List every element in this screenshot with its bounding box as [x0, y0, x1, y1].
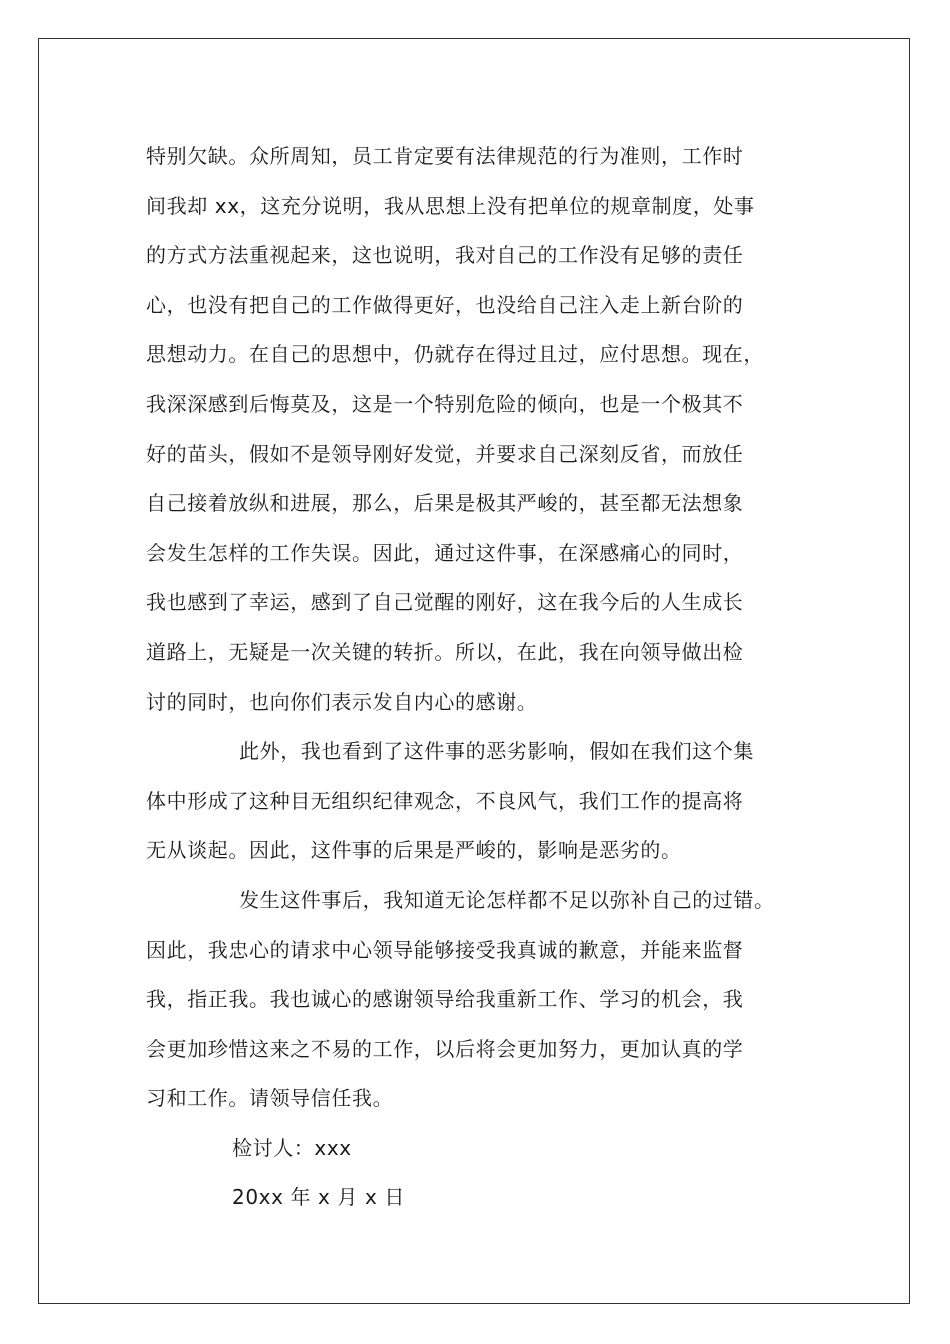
text-line: 无从谈起。因此，这件事的后果是严峻的，影响是恶劣的。 — [146, 838, 682, 863]
paragraph-lines — [146, 132, 816, 1124]
text-line: 会更加珍惜这来之不易的工作，以后将会更加努力，更加认真的学 — [146, 1036, 744, 1061]
text-line: 我，指正我。我也诚心的感谢领导给我重新工作、学习的机会，我 — [146, 987, 744, 1012]
text-line: 我深深感到后悔莫及，这是一个特别危险的倾向，也是一个极其不 — [146, 391, 744, 416]
text-line: 因此，我忠心的请求中心领导能够接受我真诚的歉意，并能来监督 — [146, 937, 744, 962]
text-line: 思想动力。在自己的思想中，仍就存在得过且过，应付思想。现在， — [146, 342, 764, 367]
text-line: 习和工作。请领导信任我。 — [146, 1086, 394, 1111]
signer-line: 检讨人：xxx — [232, 1135, 352, 1160]
text-line: 自己接着放纵和进展，那么，后果是极其严峻的，甚至都无法想象 — [146, 491, 744, 516]
text-line: 好的苗头，假如不是领导刚好发觉，并要求自己深刻反省，而放任 — [146, 441, 744, 466]
text-line: 特别欠缺。众所周知，员工肯定要有法律规范的行为准则，工作时 — [146, 144, 744, 168]
text-line: 发生这件事后，我知道无论怎样都不足以弥补自己的过错。 — [239, 887, 775, 912]
text-line: 的方式方法重视起来，这也说明，我对自己的工作没有足够的责任 — [146, 243, 744, 268]
text-line: 体中形成了这种目无组织纪律观念，不良风气，我们工作的提高将 — [146, 788, 744, 813]
text-line: 此外，我也看到了这件事的恶劣影响，假如在我们这个集 — [239, 739, 754, 764]
text-line: 间我却 xx，这充分说明，我从思想上没有把单位的规章制度，处事 — [146, 193, 755, 218]
text-line: 道路上，无疑是一次关键的转折。所以，在此，我在向领导做出检 — [146, 639, 744, 664]
text-line: 会发生怎样的工作失误。因此，通过这件事，在深感痛心的同时， — [146, 540, 744, 565]
text-line: 讨的同时，也向你们表示发自内心的感谢。 — [146, 689, 538, 714]
date-line: 20xx 年 x 月 x 日 — [232, 1185, 405, 1210]
document-body — [146, 132, 816, 1223]
text-line: 心，也没有把自己的工作做得更好，也没给自己注入走上新台阶的 — [146, 292, 744, 317]
text-line: 我也感到了幸运，感到了自己觉醒的刚好，这在我今后的人生成长 — [146, 590, 744, 615]
